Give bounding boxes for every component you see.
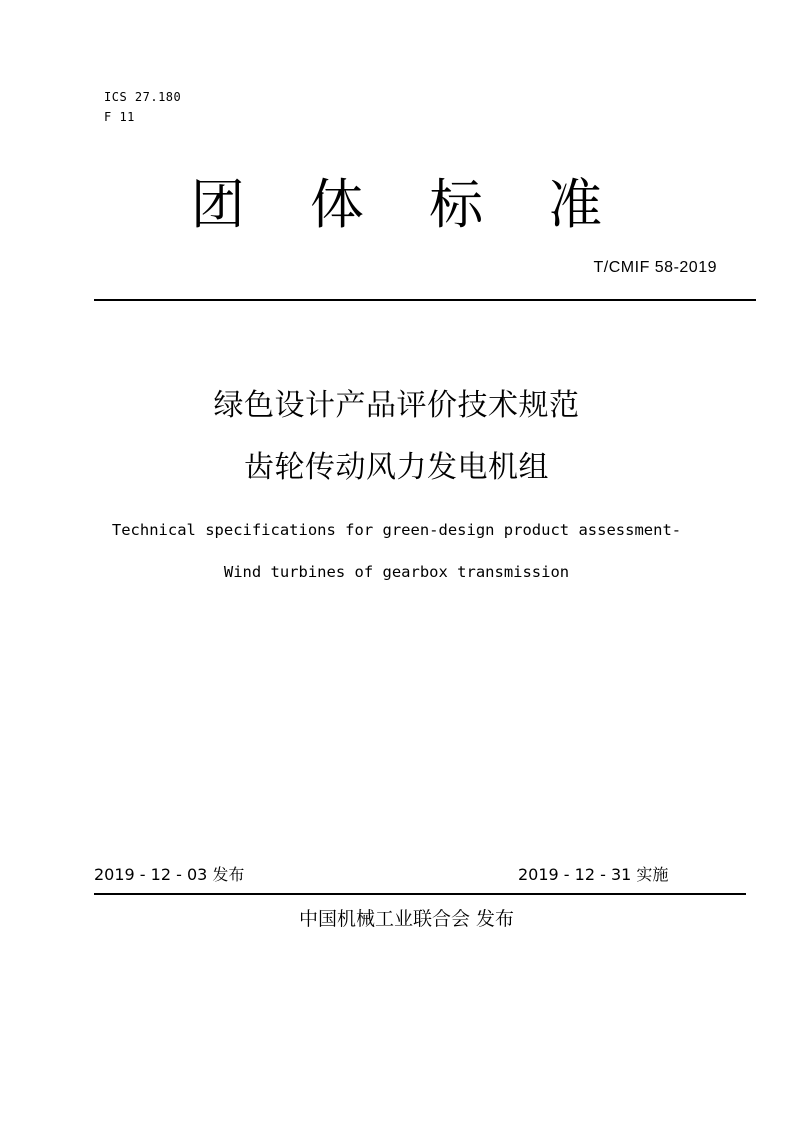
publisher: 中国机械工业联合会 发布 [298, 908, 515, 930]
implementation-date: 2019 - 12 - 31 实施 [518, 865, 669, 884]
title-english-line-1: Technical specifications for green-design product assessment- [111, 521, 682, 539]
ccs-code: F 11 [104, 110, 135, 124]
title-chinese-line-1: 绿色设计产品评价技术规范 [213, 388, 580, 423]
title-chinese-line-2: 齿轮传动风力发电机组 [244, 450, 549, 485]
ics-code: ICS 27.180 [104, 90, 182, 104]
standard-number: T/CMIF 58-2019 [593, 259, 717, 276]
bottom-divider [94, 893, 746, 895]
document-type-heading: 团 体 标 准 [190, 173, 627, 236]
issue-date: 2019 - 12 - 03 发布 [94, 865, 245, 884]
top-divider [94, 299, 756, 301]
title-english-line-2: Wind turbines of gearbox transmission [223, 563, 570, 581]
